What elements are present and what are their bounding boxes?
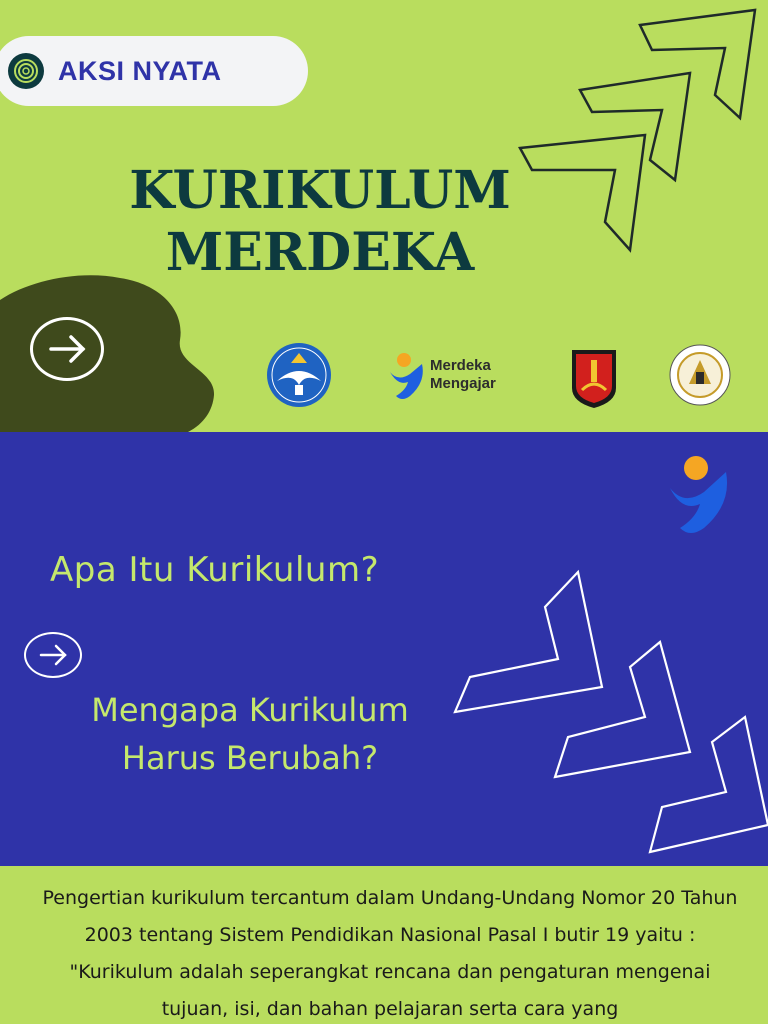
round-emblem-logo bbox=[669, 344, 731, 406]
target-icon bbox=[8, 53, 44, 89]
merdeka-mengajar-mark-icon bbox=[668, 452, 732, 534]
tut-wuri-handayani-logo bbox=[265, 341, 333, 409]
arrow-right-icon bbox=[26, 634, 80, 676]
slide-cover bbox=[0, 0, 768, 432]
badge-label: AKSI NYATA bbox=[58, 55, 222, 86]
slide-definition bbox=[0, 866, 768, 1024]
question-why-change-line-2: Harus Berubah? bbox=[121, 739, 379, 777]
regional-shield-logo bbox=[570, 348, 618, 410]
decorative-chevrons bbox=[510, 0, 768, 260]
merdeka-mengajar-logo-icon bbox=[388, 352, 428, 400]
arrow-right-icon bbox=[33, 320, 101, 378]
question-why-change bbox=[40, 686, 460, 782]
question-what-is-curriculum: Apa Itu Kurikulum? bbox=[50, 550, 380, 590]
title-line-1: KURIKULUM bbox=[129, 160, 511, 221]
next-arrow-button[interactable] bbox=[30, 317, 104, 381]
title-line-2: MERDEKA bbox=[165, 222, 475, 283]
merdeka-label: Merdeka bbox=[430, 357, 491, 374]
merdeka-mengajar-logo-text bbox=[430, 357, 496, 393]
aksi-nyata-badge bbox=[0, 36, 308, 106]
mengajar-label: Mengajar bbox=[430, 375, 496, 392]
next-arrow-button-small[interactable] bbox=[24, 632, 82, 678]
definition-paragraph: Pengertian kurikulum tercantum dalam Undang-Undang Nomor 20 Tahun 2003 tentang Sistem Pendidikan Nasional Pasal I butir 19 yaitu : "Kurikulum adalah seperangkat rencana dan pengaturan mengenai tujuan, isi, dan bahan pelajaran serta cara yang bbox=[42, 887, 738, 1020]
question-why-change-line-1: Mengapa Kurikulum bbox=[91, 691, 409, 729]
slide-questions bbox=[0, 432, 768, 866]
decorative-chevrons-white bbox=[450, 567, 768, 866]
